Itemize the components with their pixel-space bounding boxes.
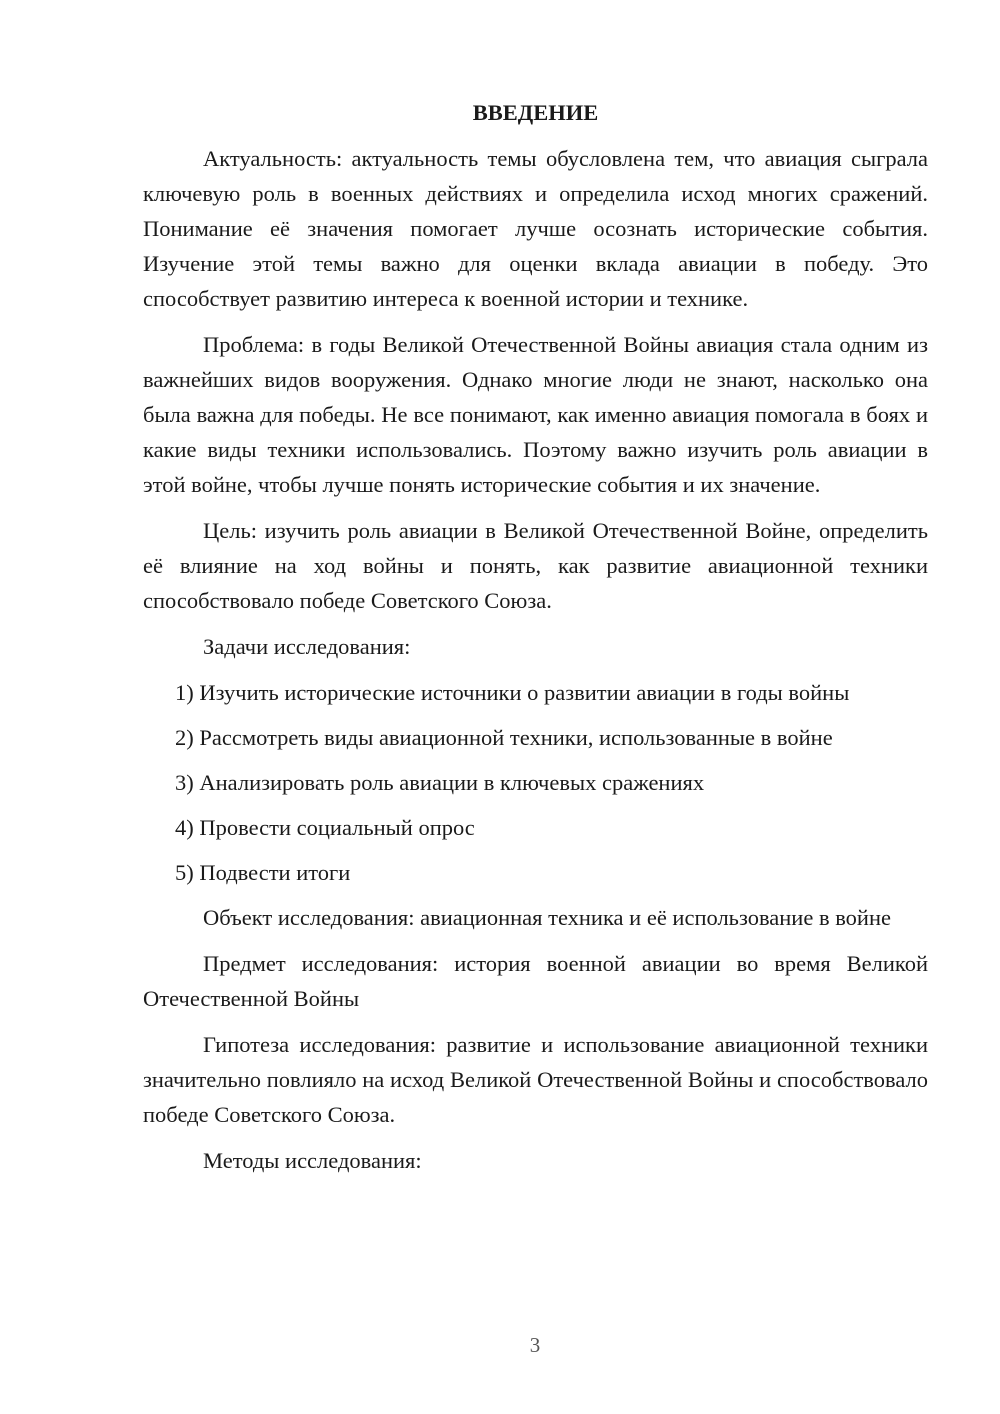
list-item: 1) Изучить исторические источники о развитии авиации в годы войны [175,680,850,705]
tasks-list [143,675,928,890]
section-title: ВВЕДЕНИЕ [472,100,599,125]
page-content [143,95,928,1189]
page-number: 3 [529,1333,541,1357]
relevance-paragraph: Актуальность: актуальность темы обусловлена тем, что авиация сыграла ключевую роль в военных действиях и определила исход многих сражений. Понимание её значения помогает лучше осознать исторические события. Изучение этой темы важно для оценки вклада авиации в победу. Это способствует развитию интереса к военной истории и технике. [143,146,928,311]
object-paragraph: Объект исследования: авиационная техника и её использование в войне [203,905,891,930]
list-item: 2) Рассмотреть виды авиационной техники, использованные в войне [175,725,833,750]
methods-heading: Методы исследования: [203,1148,422,1173]
problem-paragraph: Проблема: в годы Великой Отечественной Войны авиация стала одним из важнейших видов вооружения. Однако многие люди не знают, насколько она была важна для победы. Не все понимают, как именно авиация помогала в боях и какие виды техники использовались. Поэтому важно изучить роль авиации в этой войне, чтобы лучше понять исторические события и их значение. [143,332,928,497]
list-item: 5) Подвести итоги [175,860,351,885]
list-item: 3) Анализировать роль авиации в ключевых сражениях [175,770,705,795]
list-item: 4) Провести социальный опрос [175,815,475,840]
tasks-heading: Задачи исследования: [203,634,411,659]
subject-paragraph: Предмет исследования: история военной авиации во время Великой Отечественной Войны [143,951,928,1011]
hypothesis-paragraph: Гипотеза исследования: развитие и использование авиационной техники значительно повлияло на исход Великой Отечественной Войны и способствовало победе Советского Союза. [143,1032,928,1127]
goal-paragraph: Цель: изучить роль авиации в Великой Отечественной Войне, определить её влияние на ход войны и понять, как развитие авиационной техники способствовало победе Советского Союза. [143,518,928,613]
